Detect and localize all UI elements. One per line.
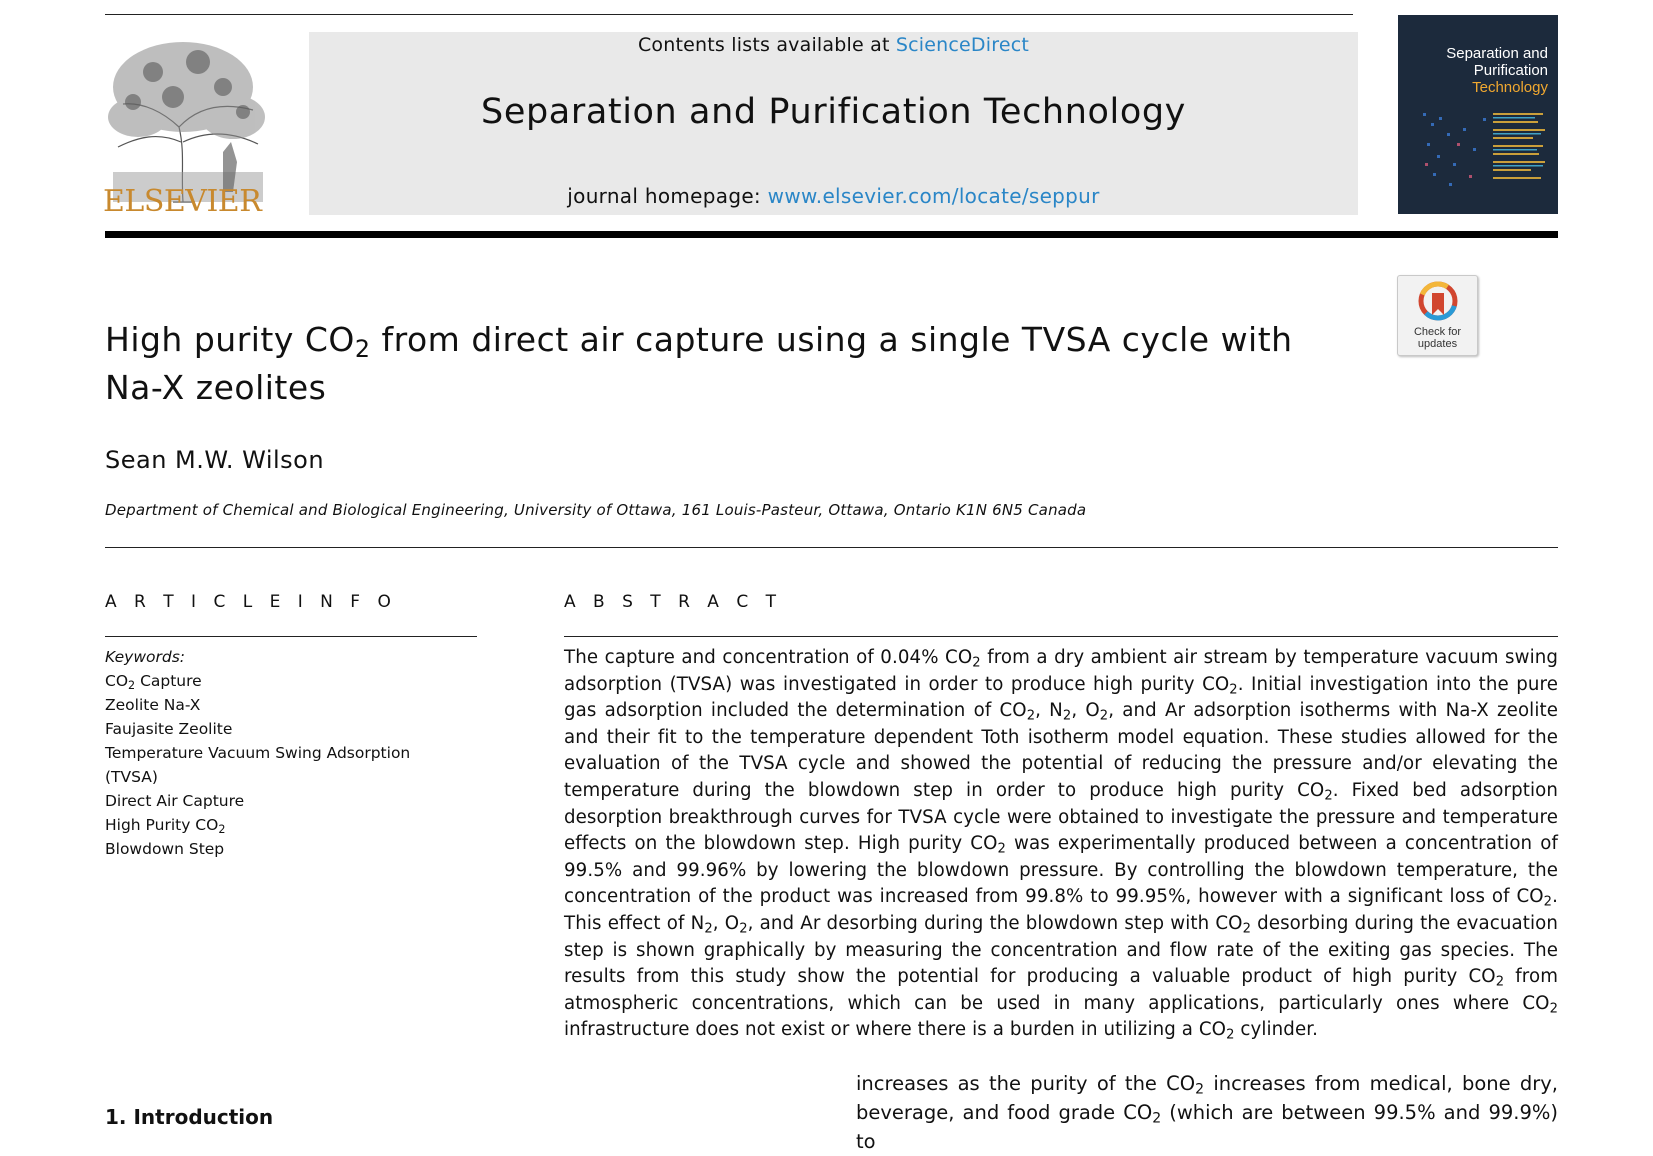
keyword-subscript: 2 <box>218 822 226 836</box>
subscript: 2 <box>997 841 1006 857</box>
keyword-subscript: 2 <box>128 678 136 692</box>
cover-title-word: and <box>1522 45 1548 62</box>
text-run: , O <box>712 912 740 934</box>
text-run: , and Ar desorbing during the blowdown step with CO <box>747 912 1243 934</box>
subscript: 2 <box>1026 708 1036 724</box>
badge-line1: Check for <box>1413 326 1462 338</box>
subscript: 2 <box>1242 921 1252 937</box>
affiliation: Department of Chemical and Biological Engineering, University of Ottawa, 161 Louis-Pasteur, Ottawa, Ontario K1N 6N5 Canada <box>105 501 1087 519</box>
text-run: from a dry ambient air stream by temperature vacuum swing adsorption (TVSA) was investigated in order to produce high purity CO <box>564 647 1558 695</box>
text-run: , O <box>1071 700 1100 722</box>
text-run: . Initial investigation into the pure gas adsorption included the determination of CO <box>564 673 1558 722</box>
title-subscript: 2 <box>354 334 371 363</box>
badge-line2: updates <box>1417 338 1458 350</box>
keyword-text: High Purity CO <box>105 816 219 834</box>
check-for-updates-label <box>1398 326 1477 350</box>
check-for-updates-button[interactable] <box>1397 275 1478 356</box>
contents-line <box>309 34 1358 56</box>
keyword-item[interactable] <box>105 765 465 789</box>
crossmark-icon <box>1417 281 1459 325</box>
keyword-text: CO <box>105 672 129 690</box>
article-info-heading: A R T I C L E I N F O <box>105 592 397 612</box>
text-run: increases from medical, bone dry, beverage, and food grade CO <box>856 1072 1558 1124</box>
header-divider <box>105 231 1558 238</box>
text-run: . This effect of N <box>564 886 1558 934</box>
subscript: 2 <box>1062 708 1072 724</box>
subscript: 2 <box>1229 681 1238 697</box>
homepage-prefix: journal homepage: <box>567 184 761 208</box>
keywords-heading: Keywords: <box>105 648 185 666</box>
subscript: 2 <box>1099 708 1109 724</box>
text-run: cylinder. <box>1234 1019 1319 1041</box>
text-run: , N <box>1035 700 1063 722</box>
text-run: was experimentally produced between a concentration of 99.5% and 99.96% by lowering the blowdown pressure. By controlling the blowdown temperature, the concentration of the product was increased from 99.8% to 99.95%, however with a significant loss of CO <box>564 833 1558 908</box>
title-text: High purity CO <box>105 320 355 359</box>
cover-title-word: Purification <box>1473 62 1548 79</box>
abstract-rule <box>564 636 1558 637</box>
subscript: 2 <box>1152 1110 1162 1127</box>
keyword-text: (TVSA) <box>105 768 158 786</box>
top-rule <box>105 14 1353 15</box>
keyword-text: Direct Air Capture <box>105 792 245 810</box>
journal-name: Separation and Purification Technology <box>481 92 1186 132</box>
cover-title <box>1446 45 1548 96</box>
keyword-item[interactable] <box>105 813 465 837</box>
abstract-heading: A B S T R A C T <box>564 592 782 612</box>
keyword-item[interactable] <box>105 693 465 717</box>
subscript: 2 <box>1543 894 1553 910</box>
homepage-line <box>309 184 1358 208</box>
keyword-item[interactable] <box>105 669 465 693</box>
author-name[interactable]: Sean M.W. Wilson <box>105 446 325 474</box>
subscript: 2 <box>1549 1000 1558 1016</box>
subscript: 2 <box>1495 974 1505 990</box>
cover-title-word: Separation <box>1446 45 1519 62</box>
section-divider <box>105 547 1558 548</box>
article-info-rule <box>105 636 477 637</box>
cover-pattern <box>1413 103 1553 203</box>
keyword-text: Faujasite Zeolite <box>105 720 233 738</box>
subscript: 2 <box>704 921 713 937</box>
text-run: The capture and concentration of 0.04% CO <box>564 647 973 668</box>
keyword-text: Zeolite Na-X <box>105 696 201 714</box>
keyword-text: Temperature Vacuum Swing Adsorption <box>105 744 411 762</box>
keyword-text: Blowdown Step <box>105 840 225 858</box>
title-line2: Na-X zeolites <box>105 368 327 407</box>
title-text: from direct air capture using a single TVSA cycle with <box>370 320 1293 359</box>
sciencedirect-link[interactable]: ScienceDirect <box>895 34 1030 56</box>
contents-prefix: Contents lists available at <box>637 34 890 56</box>
keyword-item[interactable] <box>105 717 465 741</box>
text-run: from atmospheric concentrations, which can be used in many applications, particularly ones where CO <box>564 966 1559 1014</box>
text-run: (which are between 99.5% and 99.9%) to <box>856 1101 1558 1153</box>
keyword-item[interactable] <box>105 741 465 765</box>
text-run: , and Ar adsorption isotherms with Na-X zeolite and their fit to the temperature dependent Toth isotherm model equation. These studies allowed for the evaluation of the TVSA cycle and showed the potential of reducing the pressure and/or elevating the temperature during the blowdown step in order to produce high purity CO <box>564 700 1559 801</box>
journal-homepage-link[interactable]: www.elsevier.com/locate/seppur <box>767 184 1100 208</box>
keyword-text: Capture <box>135 672 202 690</box>
subscript: 2 <box>1324 788 1333 804</box>
text-run: infrastructure does not exist or where there is a burden in utilizing a CO <box>564 1019 1227 1041</box>
subscript: 2 <box>739 921 748 937</box>
keywords-list <box>105 645 465 861</box>
text-run: increases as the purity of the CO <box>856 1072 1196 1095</box>
introduction-heading: 1. Introduction <box>105 1105 274 1129</box>
subscript: 2 <box>1226 1027 1235 1043</box>
publisher-wordmark: ELSEVIER <box>103 184 262 219</box>
keyword-item[interactable] <box>105 789 465 813</box>
body-column-2 <box>856 1069 1558 1156</box>
text-run: desorbing during the evacuation step is shown graphically by measuring the concentration and flow rate of the exiting gas species. The results from this study show the potential for producing a valuable product of high purity CO <box>564 912 1558 988</box>
keyword-item[interactable] <box>105 837 465 861</box>
subscript: 2 <box>1195 1081 1205 1098</box>
cover-title-word: Technology <box>1472 79 1548 96</box>
abstract-text <box>564 645 1558 1044</box>
journal-cover-image <box>1398 15 1558 214</box>
text-run: . Fixed bed adsorption desorption breakthrough curves for TVSA cycle were obtained to investigate the pressure and temperature effects on the blowdown step. High purity CO <box>564 779 1558 855</box>
journal-header <box>309 32 1358 215</box>
subscript: 2 <box>972 655 981 671</box>
article-title <box>105 316 1365 412</box>
